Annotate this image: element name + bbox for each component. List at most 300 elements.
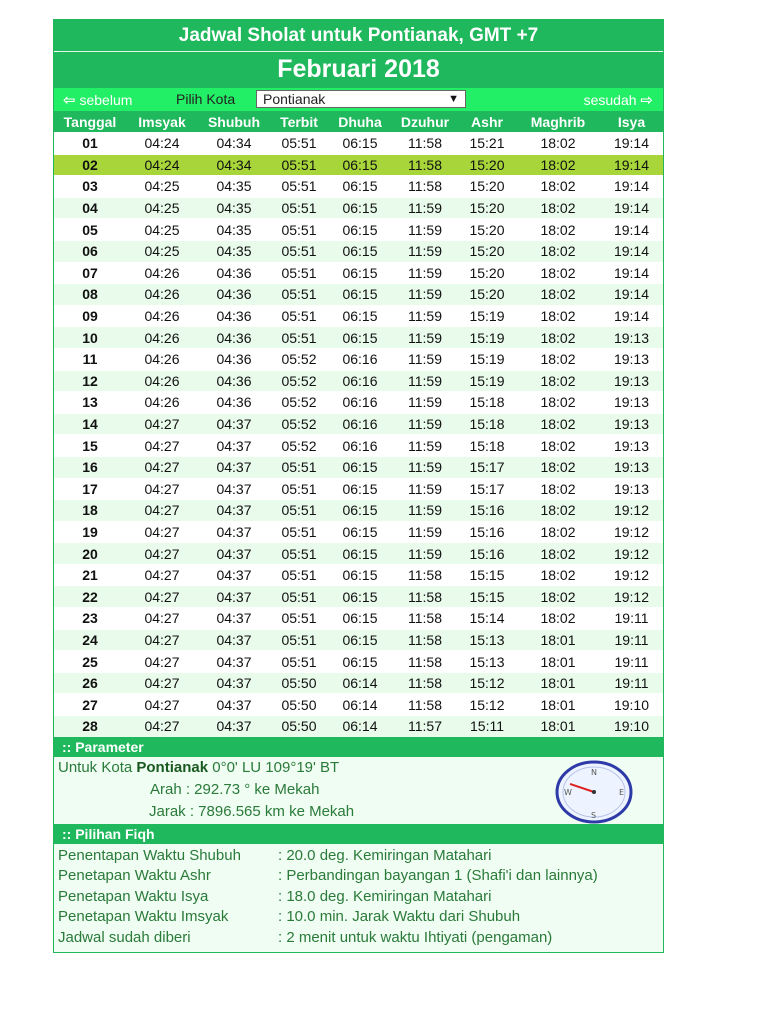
- table-row: [54, 586, 663, 608]
- cell-dhuha: 06:15: [328, 133, 392, 155]
- table-row: [54, 435, 663, 457]
- column-header-tanggal: Tanggal: [54, 111, 126, 133]
- cell-terbit: 05:51: [270, 219, 328, 241]
- cell-terbit: 05:51: [270, 543, 328, 565]
- cell-terbit: 05:50: [270, 672, 328, 694]
- cell-ashr: 15:18: [458, 392, 516, 414]
- cell-dhuha: 06:15: [328, 240, 392, 262]
- table-row: [54, 154, 663, 176]
- cell-shubuh: 04:37: [198, 521, 270, 543]
- cell-imsyak: 04:27: [126, 586, 198, 608]
- cell-shubuh: 04:37: [198, 478, 270, 500]
- cell-dzuhur: 11:59: [392, 305, 458, 327]
- cell-isya: 19:12: [600, 543, 663, 565]
- cell-isya: 19:14: [600, 154, 663, 176]
- cell-terbit: 05:51: [270, 305, 328, 327]
- cell-terbit: 05:52: [270, 370, 328, 392]
- cell-isya: 19:14: [600, 262, 663, 284]
- cell-maghrib: 18:02: [516, 521, 600, 543]
- cell-dhuha: 06:15: [328, 586, 392, 608]
- cell-tanggal: 23: [54, 608, 126, 630]
- cell-ashr: 15:20: [458, 176, 516, 198]
- table-row: [54, 370, 663, 392]
- cell-tanggal: 19: [54, 521, 126, 543]
- column-header-dhuha: Dhuha: [328, 111, 392, 133]
- cell-isya: 19:14: [600, 240, 663, 262]
- cell-dhuha: 06:15: [328, 564, 392, 586]
- fiqh-row: [54, 907, 663, 928]
- cell-imsyak: 04:25: [126, 240, 198, 262]
- cell-dhuha: 06:15: [328, 543, 392, 565]
- cell-shubuh: 04:35: [198, 240, 270, 262]
- cell-tanggal: 03: [54, 176, 126, 198]
- cell-maghrib: 18:02: [516, 586, 600, 608]
- cell-shubuh: 04:35: [198, 197, 270, 219]
- parameter-heading: :: Parameter: [54, 737, 663, 757]
- cell-terbit: 05:50: [270, 716, 328, 737]
- table-row: [54, 284, 663, 306]
- table-row: [54, 608, 663, 630]
- svg-text:W: W: [564, 787, 572, 797]
- cell-dhuha: 06:14: [328, 672, 392, 694]
- cell-dzuhur: 11:58: [392, 672, 458, 694]
- cell-ashr: 15:20: [458, 154, 516, 176]
- table-row: [54, 240, 663, 262]
- cell-imsyak: 04:27: [126, 521, 198, 543]
- column-header-dzuhur: Dzuhur: [392, 111, 458, 133]
- fiqh-value: : 10.0 min. Jarak Waktu dari Shubuh: [278, 908, 521, 926]
- fiqh-row: [54, 846, 663, 867]
- cell-imsyak: 04:26: [126, 348, 198, 370]
- cell-shubuh: 04:37: [198, 500, 270, 522]
- fiqh-value: : Perbandingan bayangan 1 (Shafi'i dan lainnya): [278, 867, 598, 885]
- cell-terbit: 05:51: [270, 284, 328, 306]
- cell-dhuha: 06:15: [328, 327, 392, 349]
- cell-terbit: 05:52: [270, 413, 328, 435]
- cell-dhuha: 06:15: [328, 219, 392, 241]
- cell-maghrib: 18:02: [516, 543, 600, 565]
- cell-maghrib: 18:02: [516, 564, 600, 586]
- cell-ashr: 15:19: [458, 370, 516, 392]
- cell-maghrib: 18:02: [516, 392, 600, 414]
- cell-ashr: 15:13: [458, 629, 516, 651]
- cell-maghrib: 18:02: [516, 327, 600, 349]
- cell-tanggal: 12: [54, 370, 126, 392]
- cell-tanggal: 24: [54, 629, 126, 651]
- cell-maghrib: 18:02: [516, 608, 600, 630]
- arrow-left-icon: ⇦: [63, 92, 76, 109]
- table-row: [54, 348, 663, 370]
- cell-isya: 19:13: [600, 370, 663, 392]
- cell-dhuha: 06:15: [328, 456, 392, 478]
- cell-tanggal: 25: [54, 651, 126, 673]
- cell-dzuhur: 11:58: [392, 694, 458, 716]
- fiqh-row: [54, 887, 663, 908]
- table-body: [54, 133, 663, 737]
- dropdown-arrow-icon: ▼: [448, 93, 459, 105]
- table-row: [54, 392, 663, 414]
- cell-maghrib: 18:01: [516, 651, 600, 673]
- cell-ashr: 15:15: [458, 586, 516, 608]
- cell-dzuhur: 11:58: [392, 176, 458, 198]
- cell-ashr: 15:20: [458, 262, 516, 284]
- cell-imsyak: 04:24: [126, 154, 198, 176]
- cell-shubuh: 04:37: [198, 543, 270, 565]
- table-row: [54, 716, 663, 737]
- cell-shubuh: 04:37: [198, 564, 270, 586]
- cell-imsyak: 04:25: [126, 219, 198, 241]
- cell-isya: 19:13: [600, 435, 663, 457]
- cell-ashr: 15:18: [458, 413, 516, 435]
- cell-isya: 19:14: [600, 197, 663, 219]
- cell-terbit: 05:51: [270, 240, 328, 262]
- cell-dhuha: 06:16: [328, 435, 392, 457]
- qibla-compass-icon: [555, 760, 633, 824]
- cell-shubuh: 04:37: [198, 586, 270, 608]
- cell-ashr: 15:12: [458, 694, 516, 716]
- cell-imsyak: 04:25: [126, 176, 198, 198]
- cell-terbit: 05:50: [270, 694, 328, 716]
- cell-dhuha: 06:15: [328, 197, 392, 219]
- cell-dhuha: 06:14: [328, 716, 392, 737]
- cell-tanggal: 27: [54, 694, 126, 716]
- fiqh-row: [54, 866, 663, 887]
- svg-text:N: N: [591, 767, 597, 777]
- cell-dhuha: 06:16: [328, 370, 392, 392]
- table-header-row: [54, 111, 663, 133]
- cell-dhuha: 06:15: [328, 608, 392, 630]
- cell-tanggal: 14: [54, 413, 126, 435]
- cell-maghrib: 18:02: [516, 154, 600, 176]
- cell-imsyak: 04:27: [126, 651, 198, 673]
- cell-terbit: 05:51: [270, 500, 328, 522]
- next-month-link[interactable]: [584, 91, 653, 109]
- cell-terbit: 05:51: [270, 327, 328, 349]
- cell-shubuh: 04:37: [198, 672, 270, 694]
- cell-dhuha: 06:15: [328, 478, 392, 500]
- cell-ashr: 15:15: [458, 564, 516, 586]
- table-row: [54, 521, 663, 543]
- cell-ashr: 15:17: [458, 456, 516, 478]
- cell-terbit: 05:52: [270, 392, 328, 414]
- cell-shubuh: 04:37: [198, 651, 270, 673]
- cell-dzuhur: 11:58: [392, 586, 458, 608]
- cell-maghrib: 18:02: [516, 305, 600, 327]
- cell-imsyak: 04:27: [126, 500, 198, 522]
- cell-tanggal: 20: [54, 543, 126, 565]
- prayer-schedule-widget: [53, 19, 664, 953]
- cell-tanggal: 28: [54, 716, 126, 737]
- cell-imsyak: 04:27: [126, 564, 198, 586]
- cell-imsyak: 04:27: [126, 608, 198, 630]
- cell-dhuha: 06:16: [328, 392, 392, 414]
- cell-shubuh: 04:37: [198, 413, 270, 435]
- cell-tanggal: 09: [54, 305, 126, 327]
- cell-maghrib: 18:02: [516, 435, 600, 457]
- parameter-panel: [54, 757, 663, 824]
- cell-dhuha: 06:15: [328, 262, 392, 284]
- cell-maghrib: 18:01: [516, 629, 600, 651]
- page-title: Jadwal Sholat untuk Pontianak, GMT +7: [54, 20, 663, 51]
- column-header-imsyak: Imsyak: [126, 111, 198, 133]
- cell-dzuhur: 11:59: [392, 500, 458, 522]
- cell-dzuhur: 11:59: [392, 240, 458, 262]
- cell-isya: 19:13: [600, 478, 663, 500]
- cell-tanggal: 13: [54, 392, 126, 414]
- cell-maghrib: 18:01: [516, 716, 600, 737]
- cell-shubuh: 04:36: [198, 370, 270, 392]
- cell-dhuha: 06:15: [328, 284, 392, 306]
- fiqh-heading: :: Pilihan Fiqh: [54, 824, 663, 844]
- cell-isya: 19:12: [600, 586, 663, 608]
- cell-imsyak: 04:27: [126, 716, 198, 737]
- table-row: [54, 219, 663, 241]
- cell-ashr: 15:20: [458, 240, 516, 262]
- fiqh-panel: [54, 844, 663, 952]
- cell-isya: 19:14: [600, 284, 663, 306]
- cell-isya: 19:13: [600, 413, 663, 435]
- cell-imsyak: 04:26: [126, 262, 198, 284]
- cell-dzuhur: 11:59: [392, 413, 458, 435]
- cell-shubuh: 04:37: [198, 435, 270, 457]
- cell-dhuha: 06:15: [328, 629, 392, 651]
- city-coordinates-line: [58, 759, 339, 776]
- cell-shubuh: 04:37: [198, 629, 270, 651]
- cell-terbit: 05:51: [270, 176, 328, 198]
- cell-terbit: 05:51: [270, 133, 328, 155]
- table-row: [54, 133, 663, 155]
- table-row: [54, 629, 663, 651]
- cell-tanggal: 08: [54, 284, 126, 306]
- cell-ashr: 15:19: [458, 327, 516, 349]
- cell-tanggal: 11: [54, 348, 126, 370]
- cell-isya: 19:10: [600, 694, 663, 716]
- cell-shubuh: 04:35: [198, 176, 270, 198]
- cell-isya: 19:13: [600, 348, 663, 370]
- cell-terbit: 05:51: [270, 262, 328, 284]
- previous-month-link[interactable]: [63, 91, 132, 109]
- cell-ashr: 15:16: [458, 521, 516, 543]
- cell-dzuhur: 11:59: [392, 521, 458, 543]
- cell-maghrib: 18:02: [516, 284, 600, 306]
- fiqh-label: Penentapan Waktu Shubuh: [58, 846, 241, 864]
- cell-maghrib: 18:02: [516, 219, 600, 241]
- cell-tanggal: 21: [54, 564, 126, 586]
- cell-terbit: 05:51: [270, 608, 328, 630]
- city-prefix: Untuk Kota: [58, 758, 133, 776]
- table-row: [54, 651, 663, 673]
- cell-maghrib: 18:02: [516, 176, 600, 198]
- cell-maghrib: 18:02: [516, 478, 600, 500]
- cell-terbit: 05:51: [270, 651, 328, 673]
- svg-text:E: E: [619, 787, 625, 797]
- cell-dzuhur: 11:59: [392, 284, 458, 306]
- cell-dhuha: 06:15: [328, 305, 392, 327]
- cell-dzuhur: 11:58: [392, 651, 458, 673]
- column-header-terbit: Terbit: [270, 111, 328, 133]
- fiqh-value: : 20.0 deg. Kemiringan Matahari: [278, 846, 492, 864]
- table-row: [54, 694, 663, 716]
- cell-dhuha: 06:15: [328, 500, 392, 522]
- fiqh-label: Penetapan Waktu Ashr: [58, 867, 211, 885]
- table-row: [54, 176, 663, 198]
- qibla-direction: Arah : 292.73 ° ke Mekah: [150, 780, 320, 798]
- arrow-right-icon: ⇨: [640, 92, 653, 109]
- cell-dhuha: 06:16: [328, 348, 392, 370]
- cell-maghrib: 18:02: [516, 262, 600, 284]
- cell-tanggal: 01: [54, 133, 126, 155]
- cell-imsyak: 04:26: [126, 305, 198, 327]
- cell-ashr: 15:20: [458, 284, 516, 306]
- cell-maghrib: 18:02: [516, 370, 600, 392]
- cell-terbit: 05:51: [270, 154, 328, 176]
- cell-tanggal: 07: [54, 262, 126, 284]
- cell-dzuhur: 11:59: [392, 197, 458, 219]
- cell-shubuh: 04:37: [198, 694, 270, 716]
- fiqh-label: Jadwal sudah diberi: [58, 929, 191, 946]
- cell-shubuh: 04:36: [198, 392, 270, 414]
- cell-imsyak: 04:25: [126, 197, 198, 219]
- table-row: [54, 672, 663, 694]
- cell-dzuhur: 11:59: [392, 456, 458, 478]
- cell-maghrib: 18:01: [516, 672, 600, 694]
- cell-maghrib: 18:02: [516, 197, 600, 219]
- cell-shubuh: 04:37: [198, 716, 270, 737]
- cell-shubuh: 04:36: [198, 305, 270, 327]
- cell-ashr: 15:16: [458, 543, 516, 565]
- cell-ashr: 15:13: [458, 651, 516, 673]
- mecca-distance: Jarak : 7896.565 km ke Mekah: [149, 802, 355, 820]
- cell-imsyak: 04:27: [126, 478, 198, 500]
- cell-tanggal: 10: [54, 327, 126, 349]
- svg-text:S: S: [591, 810, 597, 820]
- cell-imsyak: 04:27: [126, 456, 198, 478]
- cell-shubuh: 04:36: [198, 327, 270, 349]
- cell-isya: 19:12: [600, 500, 663, 522]
- city-select-value: Pontianak: [263, 91, 326, 107]
- cell-imsyak: 04:27: [126, 543, 198, 565]
- cell-imsyak: 04:26: [126, 370, 198, 392]
- cell-terbit: 05:51: [270, 521, 328, 543]
- cell-tanggal: 26: [54, 672, 126, 694]
- cell-isya: 19:11: [600, 608, 663, 630]
- cell-maghrib: 18:02: [516, 348, 600, 370]
- city-select[interactable]: [256, 90, 466, 108]
- cell-terbit: 05:52: [270, 348, 328, 370]
- city-name: Pontianak: [136, 758, 209, 776]
- cell-terbit: 05:52: [270, 435, 328, 457]
- next-month-label: sesudah: [583, 92, 637, 108]
- cell-terbit: 05:51: [270, 629, 328, 651]
- cell-imsyak: 04:27: [126, 413, 198, 435]
- table-row: [54, 327, 663, 349]
- cell-shubuh: 04:35: [198, 219, 270, 241]
- cell-isya: 19:11: [600, 629, 663, 651]
- month-title: Februari 2018: [54, 52, 663, 88]
- cell-shubuh: 04:36: [198, 348, 270, 370]
- cell-dzuhur: 11:58: [392, 154, 458, 176]
- fiqh-label: Penetapan Waktu Imsyak: [58, 908, 229, 926]
- table-row: [54, 564, 663, 586]
- cell-dzuhur: 11:59: [392, 262, 458, 284]
- cell-shubuh: 04:37: [198, 608, 270, 630]
- cell-ashr: 15:17: [458, 478, 516, 500]
- column-header-ashr: Ashr: [458, 111, 516, 133]
- cell-dhuha: 06:15: [328, 651, 392, 673]
- cell-shubuh: 04:36: [198, 262, 270, 284]
- cell-dzuhur: 11:58: [392, 133, 458, 155]
- cell-isya: 19:13: [600, 327, 663, 349]
- table-row: [54, 478, 663, 500]
- cell-dzuhur: 11:59: [392, 327, 458, 349]
- column-header-maghrib: Maghrib: [516, 111, 600, 133]
- cell-dhuha: 06:15: [328, 521, 392, 543]
- cell-ashr: 15:20: [458, 197, 516, 219]
- navigation-bar: [54, 88, 663, 111]
- cell-isya: 19:14: [600, 176, 663, 198]
- city-coordinates: 0°0' LU 109°19' BT: [212, 758, 340, 776]
- table-row: [54, 456, 663, 478]
- cell-ashr: 15:20: [458, 219, 516, 241]
- cell-tanggal: 18: [54, 500, 126, 522]
- cell-imsyak: 04:24: [126, 133, 198, 155]
- cell-isya: 19:12: [600, 564, 663, 586]
- cell-isya: 19:13: [600, 456, 663, 478]
- cell-dzuhur: 11:58: [392, 564, 458, 586]
- cell-dzuhur: 11:59: [392, 219, 458, 241]
- cell-shubuh: 04:37: [198, 456, 270, 478]
- cell-imsyak: 04:26: [126, 284, 198, 306]
- cell-tanggal: 17: [54, 478, 126, 500]
- cell-ashr: 15:19: [458, 348, 516, 370]
- cell-maghrib: 18:02: [516, 133, 600, 155]
- city-label: Pilih Kota: [176, 91, 236, 107]
- cell-tanggal: 06: [54, 240, 126, 262]
- cell-dhuha: 06:15: [328, 176, 392, 198]
- cell-tanggal: 22: [54, 586, 126, 608]
- cell-maghrib: 18:02: [516, 500, 600, 522]
- cell-imsyak: 04:27: [126, 629, 198, 651]
- cell-imsyak: 04:27: [126, 694, 198, 716]
- cell-ashr: 15:19: [458, 305, 516, 327]
- fiqh-label: Penetapan Waktu Isya: [58, 887, 209, 905]
- cell-terbit: 05:51: [270, 478, 328, 500]
- cell-isya: 19:13: [600, 392, 663, 414]
- cell-tanggal: 02: [54, 154, 126, 176]
- cell-dhuha: 06:14: [328, 694, 392, 716]
- cell-imsyak: 04:26: [126, 327, 198, 349]
- cell-isya: 19:12: [600, 521, 663, 543]
- column-header-shubuh: Shubuh: [198, 111, 270, 133]
- table-row: [54, 262, 663, 284]
- cell-tanggal: 15: [54, 435, 126, 457]
- prayer-times-table: [54, 111, 663, 737]
- fiqh-row: [54, 928, 663, 949]
- cell-dzuhur: 11:57: [392, 716, 458, 737]
- fiqh-value: : 18.0 deg. Kemiringan Matahari: [278, 887, 492, 905]
- cell-terbit: 05:51: [270, 197, 328, 219]
- cell-ashr: 15:18: [458, 435, 516, 457]
- cell-isya: 19:14: [600, 305, 663, 327]
- cell-terbit: 05:51: [270, 456, 328, 478]
- cell-shubuh: 04:34: [198, 133, 270, 155]
- cell-ashr: 15:16: [458, 500, 516, 522]
- cell-ashr: 15:21: [458, 133, 516, 155]
- cell-maghrib: 18:02: [516, 456, 600, 478]
- table-row: [54, 197, 663, 219]
- cell-dzuhur: 11:58: [392, 608, 458, 630]
- cell-imsyak: 04:27: [126, 672, 198, 694]
